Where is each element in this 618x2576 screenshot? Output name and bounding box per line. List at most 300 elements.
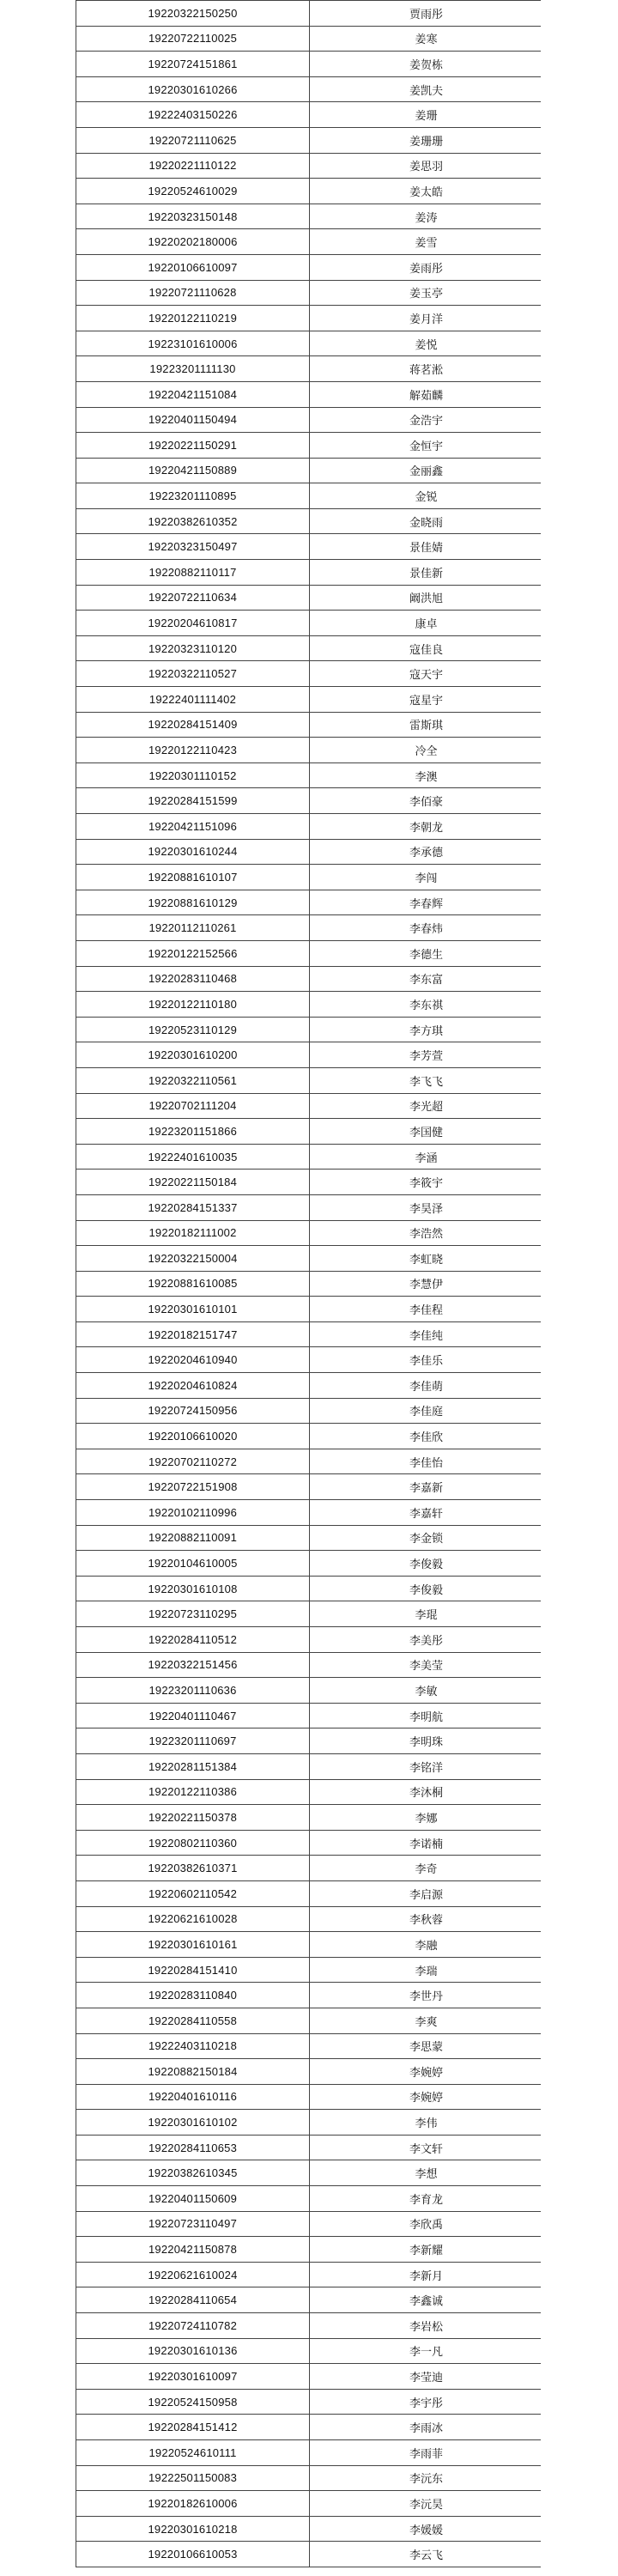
student-id-cell: 19220284110558 — [76, 2008, 310, 2033]
table-row — [76, 1194, 542, 1220]
table-row — [76, 2313, 542, 2339]
table-row — [76, 1373, 542, 1399]
student-name-cell: 阚洪旭 — [310, 585, 542, 611]
table-row — [76, 1551, 542, 1577]
table-row — [76, 254, 542, 280]
student-id-cell: 19220182151747 — [76, 1321, 310, 1347]
student-name-cell: 李俊毅 — [310, 1551, 542, 1577]
table-row — [76, 127, 542, 153]
table-row — [76, 1601, 542, 1627]
table-row — [76, 534, 542, 560]
table-row — [76, 1652, 542, 1678]
student-name-cell: 李世丹 — [310, 1983, 542, 2008]
table-row — [76, 712, 542, 738]
student-name-cell: 李媛媛 — [310, 2516, 542, 2542]
student-name-cell: 李雨菲 — [310, 2440, 542, 2466]
table-row — [76, 1880, 542, 1906]
student-name-cell: 姜雨彤 — [310, 254, 542, 280]
student-id-cell: 19223201110895 — [76, 483, 310, 509]
table-row — [76, 661, 542, 687]
student-id-cell: 19223101610006 — [76, 331, 310, 356]
student-name-cell: 李诺楠 — [310, 1830, 542, 1856]
table-row — [76, 2262, 542, 2287]
student-name-cell: 李文轩 — [310, 2135, 542, 2160]
student-id-cell: 19220301610244 — [76, 839, 310, 865]
student-name-cell: 李澳 — [310, 762, 542, 788]
student-id-cell: 19220301610102 — [76, 2110, 310, 2136]
student-id-cell: 19220106610020 — [76, 1424, 310, 1449]
student-id-cell: 19220281151384 — [76, 1753, 310, 1779]
table-row — [76, 1678, 542, 1704]
table-row — [76, 1321, 542, 1347]
student-id-cell: 19222501150083 — [76, 2465, 310, 2491]
student-name-cell: 李昊泽 — [310, 1194, 542, 1220]
student-id-cell: 19220301610218 — [76, 2516, 310, 2542]
student-name-cell: 姜悦 — [310, 331, 542, 356]
student-id-cell: 19220106610053 — [76, 2542, 310, 2567]
student-name-cell: 李金锁 — [310, 1525, 542, 1551]
table-row — [76, 966, 542, 992]
student-id-cell: 19220721110625 — [76, 127, 310, 153]
table-row — [76, 839, 542, 865]
student-id-cell: 19220523110129 — [76, 1017, 310, 1042]
student-id-cell: 19220322110527 — [76, 661, 310, 687]
student-name-cell: 李一凡 — [310, 2338, 542, 2364]
table-row — [76, 2008, 542, 2033]
student-id-cell: 19220104610005 — [76, 1551, 310, 1577]
student-id-cell: 19220882110117 — [76, 560, 310, 586]
student-id-cell: 19223201151866 — [76, 1119, 310, 1145]
table-row — [76, 458, 542, 483]
student-name-cell: 寇佳良 — [310, 635, 542, 661]
student-name-cell: 李佳欣 — [310, 1424, 542, 1449]
student-id-cell: 19220724151861 — [76, 52, 310, 77]
student-id-cell: 19220301610200 — [76, 1042, 310, 1068]
student-name-cell: 姜寒 — [310, 26, 542, 52]
student-id-cell: 19220881610129 — [76, 890, 310, 915]
table-row — [76, 1525, 542, 1551]
student-name-cell: 李慧伊 — [310, 1271, 542, 1297]
student-name-cell: 李云飞 — [310, 2542, 542, 2567]
student-id-cell: 19220723110295 — [76, 1601, 310, 1627]
student-id-cell: 19220401150609 — [76, 2186, 310, 2212]
student-name-cell: 金恒宇 — [310, 433, 542, 459]
student-id-cell: 19220284151412 — [76, 2415, 310, 2440]
student-name-cell: 李欣禹 — [310, 2211, 542, 2237]
table-row — [76, 1830, 542, 1856]
student-name-cell: 李浩然 — [310, 1220, 542, 1246]
student-name-cell: 李虹晓 — [310, 1246, 542, 1272]
student-id-cell: 19220284110654 — [76, 2287, 310, 2313]
table-row — [76, 865, 542, 890]
table-row — [76, 1779, 542, 1805]
student-id-cell: 19220202180006 — [76, 229, 310, 255]
student-id-cell: 19223201110636 — [76, 1678, 310, 1704]
table-row — [76, 508, 542, 534]
student-id-cell: 19220284110653 — [76, 2135, 310, 2160]
table-row — [76, 585, 542, 611]
student-id-cell: 19220301610108 — [76, 1576, 310, 1601]
student-id-cell: 19220382610345 — [76, 2160, 310, 2186]
table-row — [76, 762, 542, 788]
student-id-cell: 19220284110512 — [76, 1627, 310, 1653]
student-id-cell: 19220621610028 — [76, 1906, 310, 1932]
student-name-cell: 李鑫诚 — [310, 2287, 542, 2313]
student-name-cell: 李娜 — [310, 1805, 542, 1831]
table-row — [76, 1093, 542, 1119]
student-name-cell: 姜玉亭 — [310, 280, 542, 306]
student-id-cell: 19220204610824 — [76, 1373, 310, 1399]
student-name-cell: 李明珠 — [310, 1728, 542, 1754]
table-row — [76, 611, 542, 636]
student-id-cell: 19220323150497 — [76, 534, 310, 560]
student-name-cell: 李佳怡 — [310, 1449, 542, 1474]
table-row — [76, 1042, 542, 1068]
student-id-cell: 19220882110091 — [76, 1525, 310, 1551]
student-id-cell: 19220401610116 — [76, 2084, 310, 2110]
student-name-cell: 李涵 — [310, 1144, 542, 1170]
table-row — [76, 2160, 542, 2186]
table-row — [76, 280, 542, 306]
student-name-cell: 李明航 — [310, 1703, 542, 1728]
table-row — [76, 76, 542, 102]
student-id-cell: 19220602110542 — [76, 1880, 310, 1906]
student-name-cell: 李宇彤 — [310, 2389, 542, 2415]
student-name-cell: 康卓 — [310, 611, 542, 636]
table-row — [76, 331, 542, 356]
table-row — [76, 1932, 542, 1958]
student-id-cell: 19220106610097 — [76, 254, 310, 280]
student-name-cell: 雷斯琪 — [310, 712, 542, 738]
table-row — [76, 229, 542, 255]
table-row — [76, 1, 542, 27]
student-name-cell: 李瑞 — [310, 1957, 542, 1983]
student-name-cell: 李想 — [310, 2160, 542, 2186]
table-row — [76, 153, 542, 179]
student-id-cell: 19220284151337 — [76, 1194, 310, 1220]
student-name-cell: 李新月 — [310, 2262, 542, 2287]
student-id-cell: 19220421150889 — [76, 458, 310, 483]
student-name-cell: 李育龙 — [310, 2186, 542, 2212]
student-id-cell: 19220882150184 — [76, 2059, 310, 2085]
table-row — [76, 1271, 542, 1297]
student-name-cell: 寇星宇 — [310, 687, 542, 713]
student-id-cell: 19220284151599 — [76, 788, 310, 814]
student-name-cell: 李承德 — [310, 839, 542, 865]
student-id-cell: 19220401110467 — [76, 1703, 310, 1728]
table-row — [76, 26, 542, 52]
table-row — [76, 2237, 542, 2263]
table-row — [76, 1576, 542, 1601]
table-row — [76, 1449, 542, 1474]
student-name-cell: 李沅东 — [310, 2465, 542, 2491]
student-name-cell: 李闯 — [310, 865, 542, 890]
student-name-cell: 李启源 — [310, 1880, 542, 1906]
student-id-cell: 19220283110468 — [76, 966, 310, 992]
student-name-cell: 李国健 — [310, 1119, 542, 1145]
student-name-cell: 李莹迪 — [310, 2364, 542, 2390]
table-row — [76, 1906, 542, 1932]
student-id-cell: 19220722110025 — [76, 26, 310, 52]
table-row — [76, 2465, 542, 2491]
student-name-cell: 李芳萱 — [310, 1042, 542, 1068]
student-id-cell: 19220722151908 — [76, 1474, 310, 1500]
student-name-cell: 李沐桐 — [310, 1779, 542, 1805]
table-row — [76, 1297, 542, 1322]
student-name-cell: 冷全 — [310, 738, 542, 763]
student-id-cell: 19220301610161 — [76, 1932, 310, 1958]
student-name-cell: 金晓雨 — [310, 508, 542, 534]
student-id-cell: 19220702110272 — [76, 1449, 310, 1474]
table-row — [76, 814, 542, 840]
student-id-cell: 19220723110497 — [76, 2211, 310, 2237]
table-row — [76, 306, 542, 331]
student-id-cell: 19220322151456 — [76, 1652, 310, 1678]
student-name-cell: 李佳程 — [310, 1297, 542, 1322]
student-name-cell: 李佰豪 — [310, 788, 542, 814]
table-row — [76, 788, 542, 814]
student-name-cell: 姜雪 — [310, 229, 542, 255]
student-id-cell: 19220724110782 — [76, 2313, 310, 2339]
table-row — [76, 1856, 542, 1881]
table-row — [76, 2415, 542, 2440]
student-name-cell: 李美莹 — [310, 1652, 542, 1678]
student-id-cell: 19220421151084 — [76, 381, 310, 407]
student-name-cell: 金丽鑫 — [310, 458, 542, 483]
student-id-cell: 19220284151409 — [76, 712, 310, 738]
table-row — [76, 2364, 542, 2390]
table-row — [76, 2389, 542, 2415]
table-row — [76, 1398, 542, 1424]
table-row — [76, 940, 542, 966]
table-row — [76, 2516, 542, 2542]
table-row — [76, 1474, 542, 1500]
student-id-cell: 19222403110218 — [76, 2033, 310, 2059]
table-row — [76, 2186, 542, 2212]
student-name-cell: 李婉婷 — [310, 2059, 542, 2085]
table-row — [76, 1957, 542, 1983]
student-name-cell: 李铭洋 — [310, 1753, 542, 1779]
student-id-cell: 19220323150148 — [76, 204, 310, 229]
student-name-cell: 姜涛 — [310, 204, 542, 229]
table-row — [76, 483, 542, 509]
student-id-cell: 19223201110697 — [76, 1728, 310, 1754]
table-row — [76, 433, 542, 459]
student-id-cell: 19220721110628 — [76, 280, 310, 306]
student-id-cell: 19220204610940 — [76, 1347, 310, 1373]
student-name-cell: 李东祺 — [310, 992, 542, 1018]
student-id-cell: 19220122110219 — [76, 306, 310, 331]
table-row — [76, 1119, 542, 1145]
student-name-cell: 姜思羽 — [310, 153, 542, 179]
student-name-cell: 李琨 — [310, 1601, 542, 1627]
student-list-document — [76, 0, 541, 2576]
student-id-cell: 19220221150378 — [76, 1805, 310, 1831]
table-row — [76, 2491, 542, 2517]
table-row — [76, 1017, 542, 1042]
student-id-cell: 19220524610111 — [76, 2440, 310, 2466]
table-row — [76, 635, 542, 661]
student-id-cell: 19220722110634 — [76, 585, 310, 611]
student-id-cell: 19220221150184 — [76, 1170, 310, 1195]
student-id-cell: 19220421151096 — [76, 814, 310, 840]
student-name-cell: 李朝龙 — [310, 814, 542, 840]
student-name-cell: 李思蒙 — [310, 2033, 542, 2059]
table-row — [76, 2440, 542, 2466]
table-row — [76, 890, 542, 915]
table-row — [76, 179, 542, 204]
student-id-cell: 19220881610085 — [76, 1271, 310, 1297]
student-id-cell: 19220112110261 — [76, 915, 310, 941]
student-id-cell: 19220283110840 — [76, 1983, 310, 2008]
student-id-cell: 19220524150958 — [76, 2389, 310, 2415]
table-row — [76, 560, 542, 586]
student-id-cell: 19220421150878 — [76, 2237, 310, 2263]
student-id-cell: 19220524610029 — [76, 179, 310, 204]
table-row — [76, 1246, 542, 1272]
student-id-cell: 19220322150004 — [76, 1246, 310, 1272]
student-name-cell: 李岩松 — [310, 2313, 542, 2339]
table-row — [76, 1067, 542, 1093]
student-name-cell: 李新耀 — [310, 2237, 542, 2263]
table-row — [76, 204, 542, 229]
table-row — [76, 1728, 542, 1754]
student-name-cell: 姜月洋 — [310, 306, 542, 331]
student-name-cell: 李光超 — [310, 1093, 542, 1119]
student-id-cell: 19220102110996 — [76, 1500, 310, 1526]
student-id-cell: 19220122110423 — [76, 738, 310, 763]
table-row — [76, 1144, 542, 1170]
student-id-cell: 19220221110122 — [76, 153, 310, 179]
student-name-cell: 贾雨彤 — [310, 1, 542, 27]
student-id-cell: 19220401150494 — [76, 407, 310, 433]
student-id-cell: 19220382610371 — [76, 1856, 310, 1881]
student-name-cell: 李东富 — [310, 966, 542, 992]
student-name-cell: 李融 — [310, 1932, 542, 1958]
student-name-cell: 李佳乐 — [310, 1347, 542, 1373]
student-name-cell: 李嘉轩 — [310, 1500, 542, 1526]
table-row — [76, 52, 542, 77]
student-id-cell: 19220322110561 — [76, 1067, 310, 1093]
table-row — [76, 2110, 542, 2136]
student-id-cell: 19220621610024 — [76, 2262, 310, 2287]
student-name-cell: 姜贺栋 — [310, 52, 542, 77]
student-name-cell: 李婉婷 — [310, 2084, 542, 2110]
student-name-cell: 景佳新 — [310, 560, 542, 586]
student-id-cell: 19220702111204 — [76, 1093, 310, 1119]
table-row — [76, 1500, 542, 1526]
student-name-cell: 蒋茗淞 — [310, 356, 542, 382]
table-row — [76, 2059, 542, 2085]
student-name-cell: 李沅昊 — [310, 2491, 542, 2517]
table-row — [76, 381, 542, 407]
student-id-cell: 19220284151410 — [76, 1957, 310, 1983]
table-row — [76, 1753, 542, 1779]
student-name-cell: 李德生 — [310, 940, 542, 966]
table-row — [76, 1347, 542, 1373]
table-row — [76, 102, 542, 128]
table-row — [76, 2287, 542, 2313]
student-id-cell: 19220301610097 — [76, 2364, 310, 2390]
student-name-cell: 李秋蓉 — [310, 1906, 542, 1932]
table-row — [76, 1424, 542, 1449]
student-name-cell: 李佳纯 — [310, 1321, 542, 1347]
student-id-cell: 19220182610006 — [76, 2491, 310, 2517]
student-id-cell: 19220301610266 — [76, 76, 310, 102]
student-id-cell: 19220323110120 — [76, 635, 310, 661]
student-id-cell: 19220301610101 — [76, 1297, 310, 1322]
student-id-cell: 19222403150226 — [76, 102, 310, 128]
student-name-cell: 李伟 — [310, 2110, 542, 2136]
table-row — [76, 1983, 542, 2008]
student-id-cell: 19220122110386 — [76, 1779, 310, 1805]
table-row — [76, 738, 542, 763]
student-id-cell: 19222401610035 — [76, 1144, 310, 1170]
table-row — [76, 915, 542, 941]
student-name-cell: 李春辉 — [310, 890, 542, 915]
table-row — [76, 1627, 542, 1653]
student-id-cell: 19220122110180 — [76, 992, 310, 1018]
student-id-cell: 19220301110152 — [76, 762, 310, 788]
table-row — [76, 356, 542, 382]
student-name-cell: 金锐 — [310, 483, 542, 509]
student-id-cell: 19220182111002 — [76, 1220, 310, 1246]
student-name-cell: 李佳庭 — [310, 1398, 542, 1424]
table-row — [76, 992, 542, 1018]
student-name-cell: 李雨冰 — [310, 2415, 542, 2440]
student-name-cell: 解茹麟 — [310, 381, 542, 407]
student-table-body — [76, 1, 542, 2567]
student-id-cell: 19220221150291 — [76, 433, 310, 459]
table-row — [76, 407, 542, 433]
table-row — [76, 687, 542, 713]
student-id-cell: 19220802110360 — [76, 1830, 310, 1856]
table-row — [76, 1220, 542, 1246]
student-name-cell: 寇天宇 — [310, 661, 542, 687]
student-name-cell: 姜珊 — [310, 102, 542, 128]
student-name-cell: 李方琪 — [310, 1017, 542, 1042]
student-id-cell: 19220301610136 — [76, 2338, 310, 2364]
student-name-cell: 李嘉新 — [310, 1474, 542, 1500]
student-name-cell: 姜太皓 — [310, 179, 542, 204]
student-id-cell: 19222401111402 — [76, 687, 310, 713]
student-name-cell: 李奇 — [310, 1856, 542, 1881]
table-row — [76, 2084, 542, 2110]
student-name-cell: 景佳婧 — [310, 534, 542, 560]
student-name-cell: 李筱宇 — [310, 1170, 542, 1195]
student-name-cell: 金浩宇 — [310, 407, 542, 433]
student-name-cell: 李俊毅 — [310, 1576, 542, 1601]
student-id-cell: 19223201111130 — [76, 356, 310, 382]
table-row — [76, 1170, 542, 1195]
table-row — [76, 2542, 542, 2567]
student-id-cell: 19220724150956 — [76, 1398, 310, 1424]
student-id-cell: 19220382610352 — [76, 508, 310, 534]
student-name-cell: 李春炜 — [310, 915, 542, 941]
student-name-cell: 李爽 — [310, 2008, 542, 2033]
student-name-cell: 李佳萌 — [310, 1373, 542, 1399]
table-row — [76, 2135, 542, 2160]
table-row — [76, 2211, 542, 2237]
student-name-cell: 李美彤 — [310, 1627, 542, 1653]
student-name-cell: 姜凯夫 — [310, 76, 542, 102]
student-id-cell: 19220881610107 — [76, 865, 310, 890]
table-row — [76, 1703, 542, 1728]
table-row — [76, 1805, 542, 1831]
student-id-cell: 19220122152566 — [76, 940, 310, 966]
student-name-cell: 李飞飞 — [310, 1067, 542, 1093]
table-row — [76, 2338, 542, 2364]
